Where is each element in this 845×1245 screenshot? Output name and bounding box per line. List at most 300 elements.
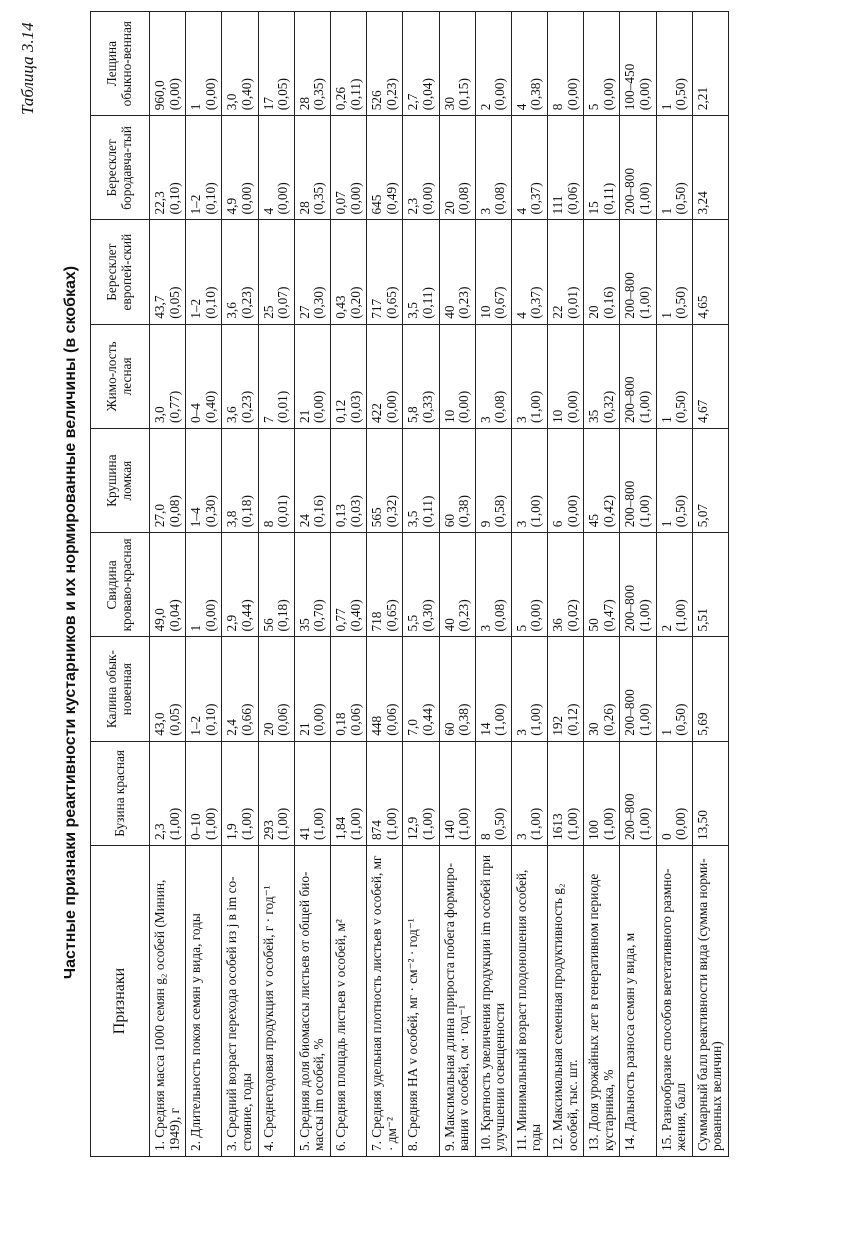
normalized-value: (1,00) (347, 807, 363, 840)
normalized-value: (0,40) (347, 599, 363, 632)
table-row (692, 12, 728, 1157)
raw-value: 1,9 (224, 823, 240, 840)
value-cell (692, 12, 728, 116)
raw-value: 200–800 (622, 272, 638, 319)
raw-value: 3 (513, 729, 529, 736)
raw-value: 56 (260, 618, 276, 632)
normalized-value: (1,00) (637, 807, 653, 840)
raw-value: 8 (550, 103, 566, 111)
value-cell (439, 220, 475, 324)
raw-value: 2,4 (224, 719, 240, 736)
raw-value: 7 (260, 416, 276, 423)
value-cell (403, 220, 439, 324)
raw-value: 8 (260, 520, 276, 528)
value-cell (367, 533, 403, 637)
normalized-value: (0,50) (673, 182, 689, 215)
normalized-value: (0,58) (492, 495, 508, 528)
table-title: Частные признаки реактивности кустарников и их нормированные величины (в скобках) (62, 265, 79, 980)
normalized-value: (1,00) (637, 286, 653, 319)
normalized-value: (1,00) (637, 703, 653, 736)
raw-value: 960,0 (152, 80, 167, 111)
raw-value: 1 (658, 729, 674, 736)
raw-value: 40 (441, 305, 457, 319)
feature-label: 4. Среднегодовая продукция v особей, г · год⁻¹ (258, 846, 294, 1157)
raw-value: 1 (658, 103, 674, 111)
value-cell (511, 741, 547, 845)
value-cell (330, 637, 366, 741)
value-cell (186, 324, 222, 428)
normalized-value: (0,00) (492, 78, 508, 111)
normalized-value: (0,08) (492, 599, 508, 632)
normalized-value: (0,33) (419, 390, 435, 423)
raw-value: 448 (369, 715, 385, 736)
raw-value: 12,9 (405, 816, 421, 840)
value-cell (511, 324, 547, 428)
raw-value: 526 (369, 90, 385, 111)
feature-label: 10. Кратность увеличения продукции im особей при улучшении освещенности (475, 846, 511, 1157)
raw-value: 21 (296, 722, 312, 736)
raw-value: 100 (586, 820, 602, 840)
feature-label: 11. Минимальный возраст плодоношения особей, годы (511, 846, 547, 1157)
normalized-value: (0,01) (275, 390, 291, 423)
normalized-value: (1,00) (528, 807, 544, 840)
raw-value: 17 (260, 96, 276, 111)
value-cell (620, 533, 656, 637)
normalized-value: (0,03) (347, 390, 363, 423)
raw-value: 4 (513, 103, 529, 111)
raw-value: 1–2 (188, 194, 204, 215)
value-cell (548, 324, 584, 428)
raw-value: 4,67 (694, 399, 710, 423)
table-row (186, 12, 222, 1157)
raw-value: 30 (441, 96, 457, 111)
value-cell (258, 324, 294, 428)
normalized-value: (1,00) (456, 807, 472, 840)
value-cell (258, 741, 294, 845)
raw-value: 20 (441, 201, 457, 215)
value-cell (403, 12, 439, 116)
normalized-value: (0,03) (347, 495, 363, 528)
raw-value: 1 (658, 312, 674, 319)
raw-value: 645 (369, 194, 385, 215)
raw-value: 3 (513, 833, 529, 840)
raw-value: 100–450 (622, 63, 638, 111)
raw-value: 0 (658, 833, 674, 840)
normalized-value: (0,40) (202, 390, 218, 423)
normalized-value: (0,11) (419, 287, 435, 319)
raw-value: 3,0 (152, 406, 167, 423)
raw-value: 22,3 (152, 191, 167, 215)
normalized-value: (0,65) (383, 599, 399, 632)
feature-label: 5. Средняя доля биомассы листьев от общей био-массы im особей, % (294, 846, 330, 1157)
normalized-value: (0,38) (456, 495, 472, 528)
normalized-value: (0,32) (600, 390, 616, 423)
raw-value: 22 (550, 305, 566, 319)
normalized-value: (0,00) (383, 390, 399, 423)
raw-value: 1613 (550, 813, 566, 840)
raw-value: 565 (369, 507, 385, 528)
value-cell (548, 12, 584, 116)
raw-value: 60 (441, 513, 457, 528)
value-cell (222, 741, 258, 845)
normalized-value: (1,00) (202, 807, 218, 840)
value-cell (330, 429, 366, 533)
raw-value: 1–2 (188, 715, 204, 736)
normalized-value: (0,07) (275, 286, 291, 319)
raw-value: 50 (586, 618, 602, 632)
value-cell (294, 533, 330, 637)
value-cell (620, 324, 656, 428)
value-cell (186, 741, 222, 845)
value-cell (367, 324, 403, 428)
value-cell (511, 220, 547, 324)
raw-value: 2 (477, 103, 493, 111)
value-cell (692, 741, 728, 845)
raw-value: 25 (260, 305, 276, 319)
value-cell (548, 220, 584, 324)
raw-value: 0,18 (332, 712, 348, 736)
normalized-value: (0,38) (528, 78, 544, 111)
header-elder: Бузина красная (91, 741, 150, 845)
raw-value: 45 (586, 513, 602, 528)
value-cell (222, 324, 258, 428)
normalized-value: (0,02) (564, 599, 580, 632)
value-cell (620, 116, 656, 220)
raw-value: 5,07 (694, 503, 710, 528)
value-cell (439, 116, 475, 220)
normalized-value: (0,23) (456, 599, 472, 632)
value-cell (294, 637, 330, 741)
value-cell (548, 637, 584, 741)
raw-value: 192 (550, 715, 566, 736)
table-body (150, 12, 729, 1157)
value-cell (186, 637, 222, 741)
raw-value: 5,69 (694, 712, 710, 736)
value-cell (548, 429, 584, 533)
normalized-value: (0,00) (419, 182, 435, 215)
raw-value: 293 (260, 820, 276, 840)
feature-label: 1. Средняя масса 1000 семян g₂ особей (Минин, 1949), г (150, 846, 186, 1157)
table-caption: Таблица 3.14 (18, 22, 37, 115)
raw-value: 3 (477, 624, 493, 632)
value-cell (403, 637, 439, 741)
table-row (222, 12, 258, 1157)
table-row (258, 12, 294, 1157)
header-dogwood: Свидина кроваво-красная (91, 533, 150, 637)
normalized-value: (1,00) (637, 390, 653, 423)
normalized-value: (0,18) (238, 495, 254, 528)
value-cell (475, 324, 511, 428)
normalized-value: (0,11) (600, 182, 616, 215)
raw-value: 3,6 (224, 302, 240, 319)
value-cell (367, 429, 403, 533)
value-cell (186, 429, 222, 533)
raw-value: 3,0 (224, 93, 240, 111)
normalized-value: (1,00) (275, 807, 291, 840)
value-cell (403, 116, 439, 220)
value-cell (403, 533, 439, 637)
raw-value: 4 (513, 312, 529, 319)
normalized-value: (0,00) (202, 78, 218, 111)
normalized-value: (0,00) (528, 599, 544, 632)
value-cell (692, 116, 728, 220)
normalized-value: (1,00) (419, 807, 435, 840)
normalized-value: (0,50) (492, 807, 508, 840)
raw-value: 3 (477, 416, 493, 423)
normalized-value: (0,05) (275, 78, 291, 111)
normalized-value: (1,00) (528, 703, 544, 736)
normalized-value: (1,00) (492, 703, 508, 736)
raw-value: 2,7 (405, 93, 421, 111)
raw-value: 3 (513, 416, 529, 423)
raw-value: 0,07 (332, 191, 348, 215)
raw-value: 5,5 (405, 614, 421, 632)
value-cell (475, 429, 511, 533)
raw-value: 1 (188, 624, 204, 632)
normalized-value: (0,11) (419, 495, 435, 528)
normalized-value: (0,12) (564, 703, 580, 736)
normalized-value: (0,26) (600, 703, 616, 736)
value-cell (222, 116, 258, 220)
normalized-value: (0,65) (383, 286, 399, 319)
raw-value: 20 (260, 722, 276, 736)
raw-value: 2,3 (405, 197, 421, 215)
value-cell (150, 116, 186, 220)
value-cell (548, 741, 584, 845)
value-cell (294, 324, 330, 428)
raw-value: 3 (513, 520, 529, 528)
raw-value: 0,13 (332, 503, 348, 528)
normalized-value: (1,00) (166, 807, 182, 840)
value-cell (330, 533, 366, 637)
raw-value: 200–800 (622, 689, 638, 736)
header-hazel: Лещина обыкно-венная (91, 12, 150, 116)
value-cell (330, 220, 366, 324)
normalized-value: (0,04) (166, 599, 182, 632)
raw-value: 41 (296, 826, 312, 840)
value-cell (511, 116, 547, 220)
value-cell (475, 637, 511, 741)
value-cell (475, 116, 511, 220)
value-cell (620, 741, 656, 845)
value-cell (258, 12, 294, 116)
normalized-value: (0,00) (456, 390, 472, 423)
raw-value: 0,26 (332, 86, 348, 111)
normalized-value: (0,18) (275, 599, 291, 632)
raw-value: 3,8 (224, 510, 240, 528)
value-cell (150, 637, 186, 741)
value-cell (330, 116, 366, 220)
table-row (150, 12, 186, 1157)
raw-value: 2,21 (694, 86, 710, 111)
value-cell (294, 116, 330, 220)
raw-value: 111 (550, 195, 566, 215)
value-cell (222, 220, 258, 324)
table-row (294, 12, 330, 1157)
normalized-value: (0,06) (275, 703, 291, 736)
feature-label: 6. Средняя площадь листьев v особей, м² (330, 846, 366, 1157)
normalized-value: (0,06) (383, 703, 399, 736)
value-cell (294, 429, 330, 533)
header-honeysuckle: Жимо-лость лесная (91, 324, 150, 428)
normalized-value: (0,30) (311, 286, 327, 319)
normalized-value: (0,00) (238, 182, 254, 215)
value-cell (656, 12, 692, 116)
raw-value: 2,3 (152, 823, 167, 840)
raw-value: 10 (550, 409, 566, 423)
normalized-value: (0,00) (202, 599, 218, 632)
normalized-value: (0,44) (238, 599, 254, 632)
value-cell (692, 637, 728, 741)
normalized-value: (0,47) (600, 599, 616, 632)
raw-value: 200–800 (622, 480, 638, 528)
normalized-value: (0,00) (564, 495, 580, 528)
raw-value: 2,9 (224, 614, 240, 632)
raw-value: 3,24 (694, 191, 710, 215)
raw-value: 1 (188, 103, 204, 111)
value-cell (511, 637, 547, 741)
raw-value: 1 (658, 416, 674, 423)
value-cell (620, 12, 656, 116)
value-cell (584, 741, 620, 845)
value-cell (511, 12, 547, 116)
value-cell (367, 12, 403, 116)
normalized-value: (0,11) (347, 78, 363, 111)
normalized-value: (1,00) (238, 807, 254, 840)
feature-label: 12. Максимальная семенная продуктивность g₂ особей, тыс. шт. (548, 846, 584, 1157)
normalized-value: (0,00) (275, 182, 291, 215)
normalized-value: (0,06) (347, 703, 363, 736)
value-cell (692, 220, 728, 324)
value-cell (656, 637, 692, 741)
table-row (656, 12, 692, 1157)
header-spindle-warty: Бересклет бородавча-тый (91, 116, 150, 220)
raw-value: 1–2 (188, 298, 204, 319)
value-cell (330, 12, 366, 116)
header-spindle-european: Бересклет европей-ский (91, 220, 150, 324)
feature-label: 2. Длительность покоя семян у вида, годы (186, 846, 222, 1157)
value-cell (692, 533, 728, 637)
raw-value: 717 (369, 298, 385, 319)
raw-value: 14 (477, 722, 493, 736)
raw-value: 200–800 (622, 793, 638, 840)
header-buckthorn: Крушина ломкая (91, 429, 150, 533)
normalized-value: (0,00) (311, 390, 327, 423)
value-cell (330, 741, 366, 845)
raw-value: 49,0 (152, 608, 167, 632)
raw-value: 9 (477, 520, 493, 528)
value-cell (222, 533, 258, 637)
value-cell (692, 429, 728, 533)
value-cell (258, 220, 294, 324)
value-cell (656, 116, 692, 220)
value-cell (475, 220, 511, 324)
table-row (620, 12, 656, 1157)
value-cell (367, 637, 403, 741)
raw-value: 0–4 (188, 403, 204, 423)
normalized-value: (0,05) (166, 286, 182, 319)
normalized-value: (0,08) (492, 390, 508, 423)
value-cell (475, 741, 511, 845)
normalized-value: (0,01) (564, 286, 580, 319)
normalized-value: (0,10) (202, 703, 218, 736)
normalized-value: (0,77) (166, 390, 182, 423)
value-cell (150, 741, 186, 845)
normalized-value: (1,00) (383, 807, 399, 840)
normalized-value: (0,04) (419, 78, 435, 111)
value-cell (511, 533, 547, 637)
normalized-value: (0,20) (347, 286, 363, 319)
raw-value: 5 (586, 103, 602, 111)
raw-value: 422 (369, 403, 385, 423)
value-cell (656, 324, 692, 428)
value-cell (186, 533, 222, 637)
raw-value: 28 (296, 201, 312, 215)
value-cell (367, 220, 403, 324)
raw-value: 36 (550, 618, 566, 632)
feature-label: 13. Доля урожайных лет в генеративном периоде кустарника, % (584, 846, 620, 1157)
value-cell (330, 324, 366, 428)
normalized-value: (1,00) (637, 599, 653, 632)
feature-label: 3. Средний возраст перехода особей из j в im со-стояние, годы (222, 846, 258, 1157)
raw-value: 4,9 (224, 197, 240, 215)
normalized-value: (1,00) (528, 390, 544, 423)
raw-value: 5,8 (405, 406, 421, 423)
raw-value: 5,51 (694, 608, 710, 632)
normalized-value: (1,00) (637, 182, 653, 215)
raw-value: 3 (477, 207, 493, 215)
value-cell (222, 637, 258, 741)
normalized-value: (0,00) (600, 78, 616, 111)
normalized-value: (0,44) (419, 703, 435, 736)
normalized-value: (0,37) (528, 182, 544, 215)
normalized-value: (1,00) (637, 495, 653, 528)
value-cell (584, 533, 620, 637)
raw-value: 27 (296, 305, 312, 319)
normalized-value: (0,50) (673, 78, 689, 111)
normalized-value: (0,15) (456, 78, 472, 111)
normalized-value: (0,08) (492, 182, 508, 215)
raw-value: 3,5 (405, 510, 421, 528)
feature-label: 7. Средняя удельная плотность листьев v особей, мг · дм⁻² (367, 846, 403, 1157)
value-cell (548, 533, 584, 637)
raw-value: 200–800 (622, 584, 638, 632)
normalized-value: (1,00) (528, 495, 544, 528)
value-cell (511, 429, 547, 533)
normalized-value: (1,00) (564, 807, 580, 840)
value-cell (222, 12, 258, 116)
normalized-value: (0,10) (202, 286, 218, 319)
raw-value: 1 (658, 520, 674, 528)
value-cell (294, 220, 330, 324)
normalized-value: (1,00) (311, 807, 327, 840)
value-cell (656, 429, 692, 533)
raw-value: 3,6 (224, 406, 240, 423)
raw-value: 35 (586, 409, 602, 423)
normalized-value: (1,00) (673, 599, 689, 632)
table-row (511, 12, 547, 1157)
raw-value: 27,0 (152, 503, 167, 528)
normalized-value: (0,00) (673, 807, 689, 840)
value-cell (186, 116, 222, 220)
normalized-value: (0,30) (419, 599, 435, 632)
value-cell (258, 429, 294, 533)
normalized-value: (0,70) (311, 599, 327, 632)
normalized-value: (0,00) (166, 78, 182, 111)
raw-value: 0,43 (332, 295, 348, 319)
value-cell (584, 429, 620, 533)
normalized-value: (0,35) (311, 182, 327, 215)
